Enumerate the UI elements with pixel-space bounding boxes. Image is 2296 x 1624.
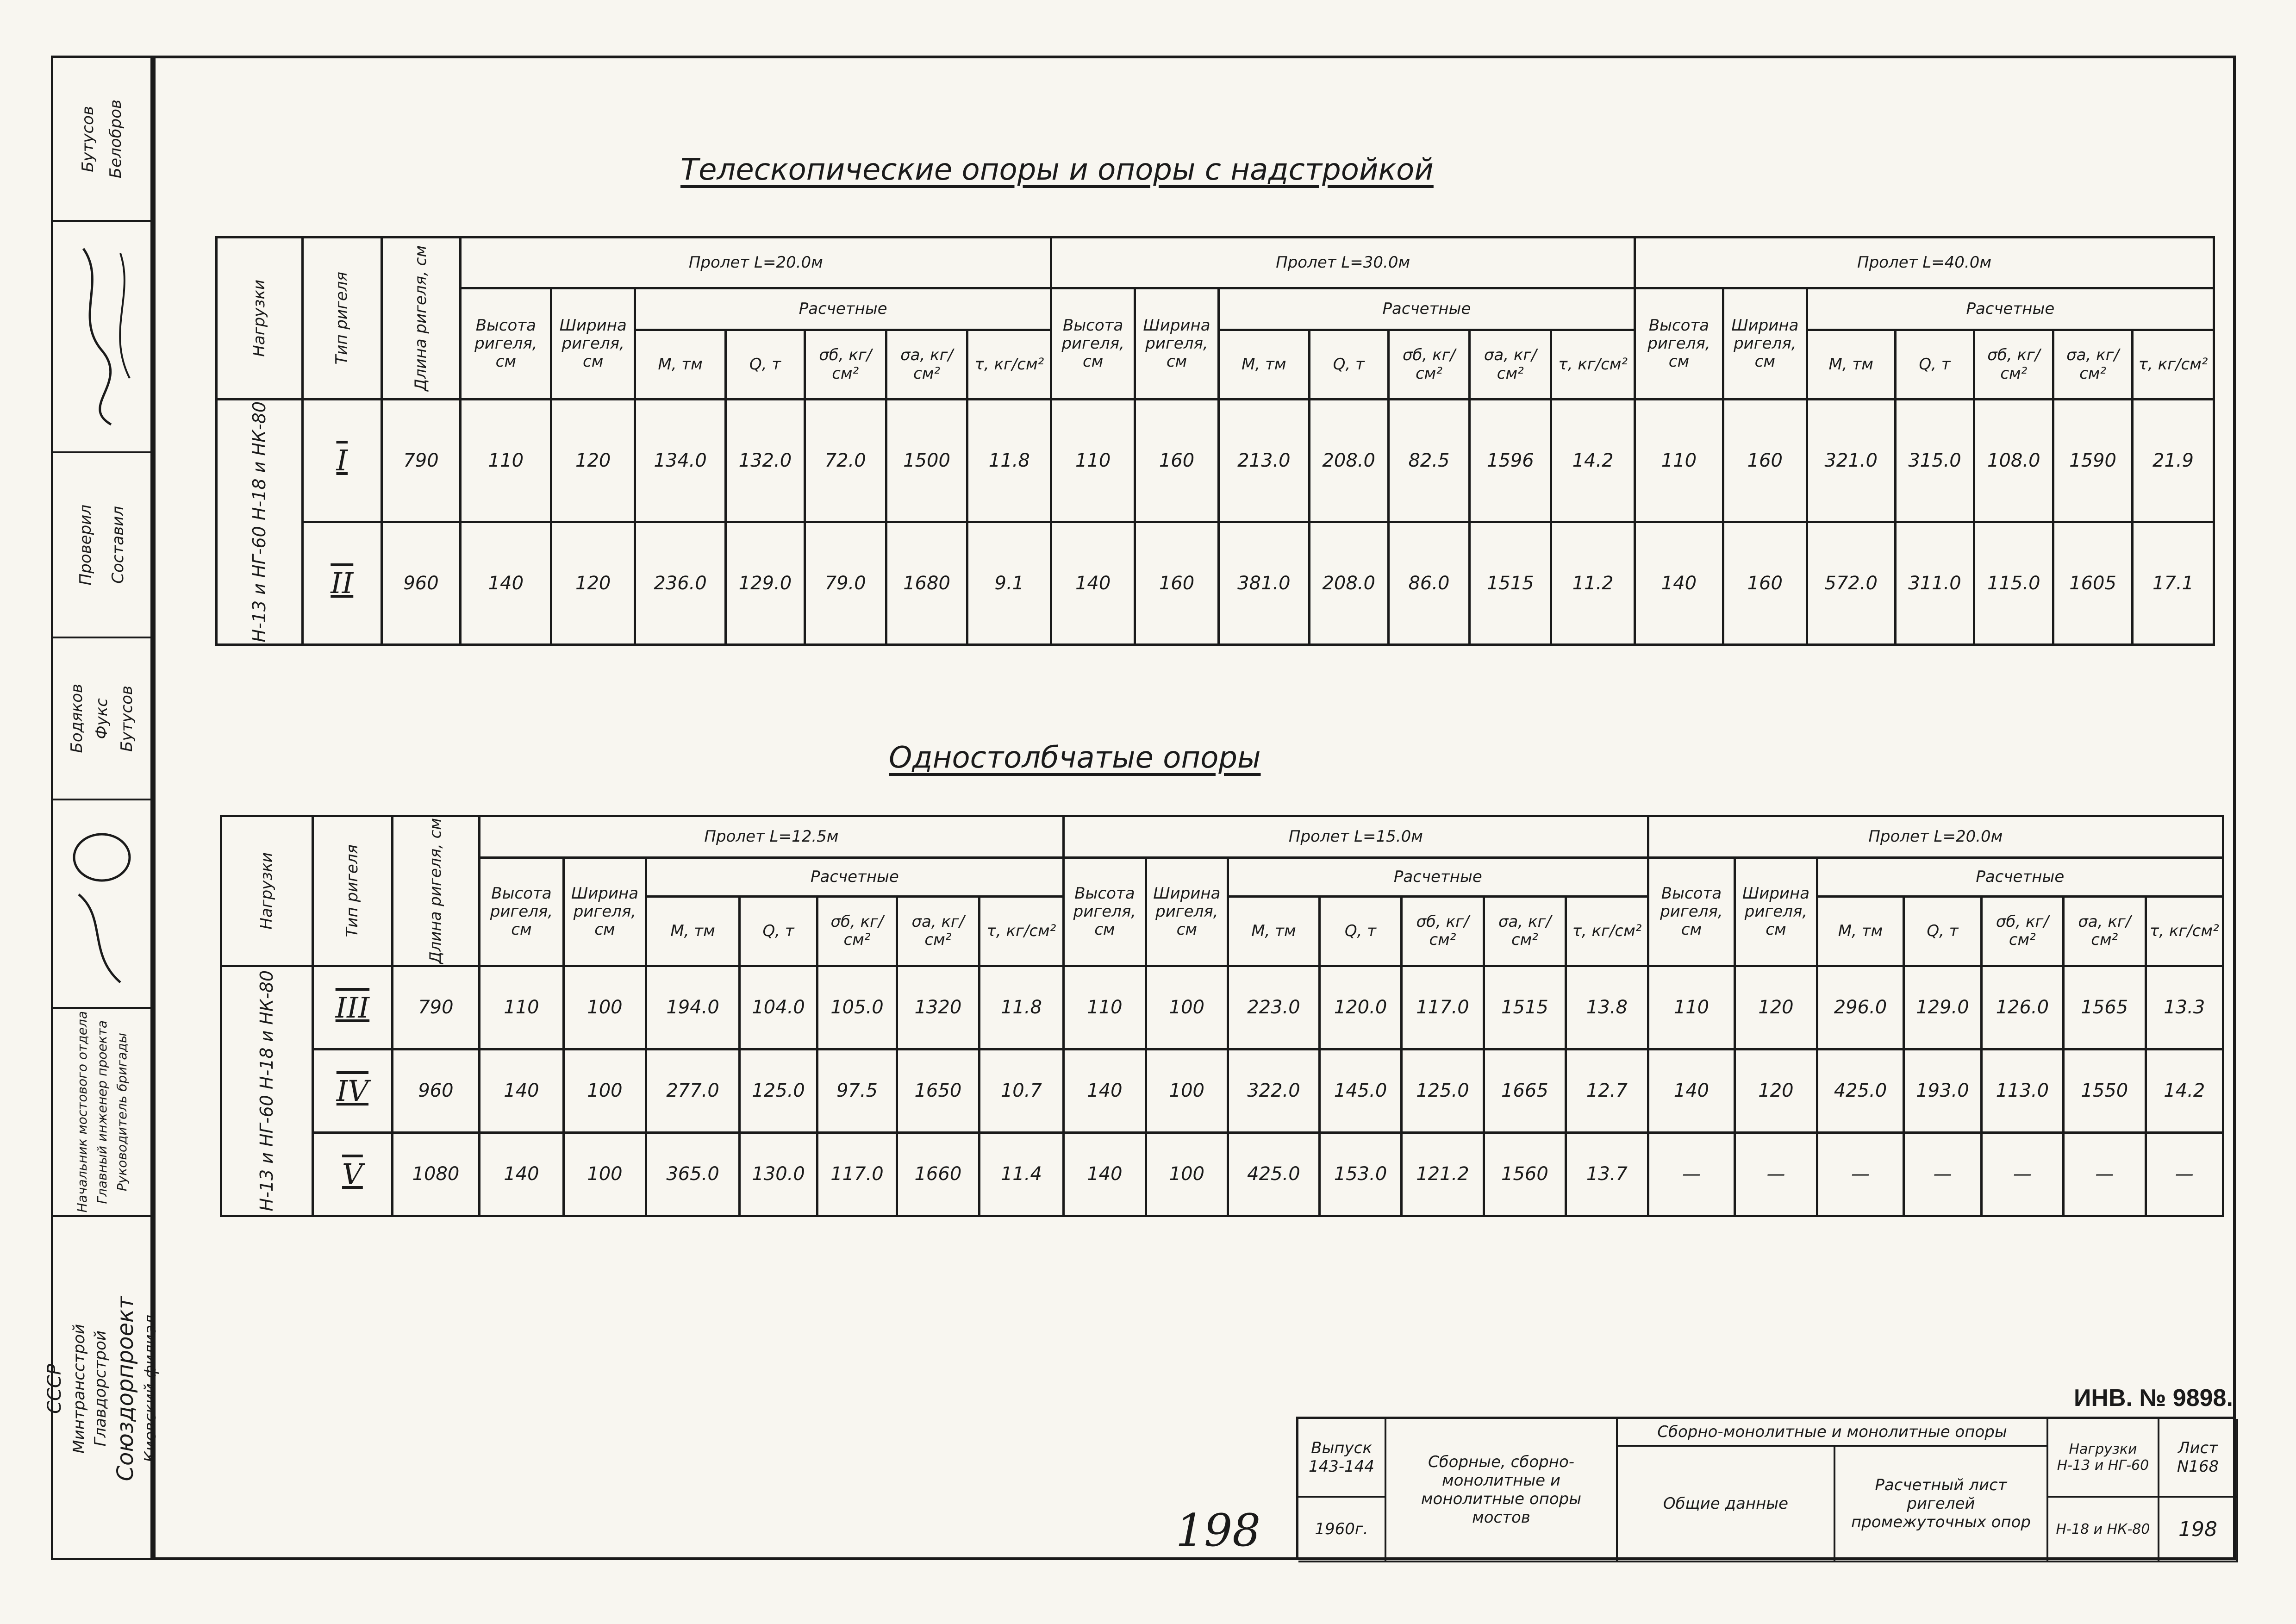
beam-type-label: III <box>335 990 370 1024</box>
value-cell: 17.1 <box>2132 522 2214 644</box>
value-cell: 140 <box>1064 1132 1146 1216</box>
beam-type-label: V <box>342 1157 363 1191</box>
side-stamp <box>44 56 160 1560</box>
side-name-2: Белобров <box>106 99 125 179</box>
calc-col-header: Q, т <box>1895 330 1974 400</box>
table1 <box>215 236 2215 646</box>
value-cell: — <box>2146 1132 2223 1216</box>
value-cell: 121.2 <box>1402 1132 1484 1216</box>
loads-label: Нагрузки <box>2069 1441 2137 1457</box>
name-cell <box>1386 1419 1618 1562</box>
value-cell: 315.0 <box>1895 400 1974 522</box>
org-ussr: СССР <box>44 1363 65 1414</box>
value-cell: 140 <box>1635 522 1723 644</box>
t1-calc-1: Расчетные <box>635 288 1051 330</box>
general-cell <box>1618 1447 1835 1562</box>
org-cell <box>44 1215 160 1560</box>
loads-label: Н-13 и НГ-60 Н-18 и НК-80 <box>256 970 277 1212</box>
t1-span-1: Пролет L=20.0м <box>461 237 1051 288</box>
value-cell: 129.0 <box>1904 966 1981 1049</box>
calc-col-header: τ, кг/см² <box>967 330 1051 400</box>
value-cell: 100 <box>1146 966 1228 1049</box>
value-cell: 110 <box>1064 966 1146 1049</box>
roles-cell <box>53 451 150 637</box>
side-names-cell <box>53 58 150 220</box>
t1-row-2 <box>217 522 2214 644</box>
t2-span-1: Пролет L=12.5м <box>479 816 1063 858</box>
value-cell: 208.0 <box>1309 522 1388 644</box>
seal-cell <box>53 799 150 1007</box>
value-cell: 321.0 <box>1807 400 1895 522</box>
value-cell: 108.0 <box>1974 400 2053 522</box>
value-cell: 425.0 <box>1228 1132 1320 1216</box>
t1-width-3: Ширина ригеля, см <box>1723 288 1807 400</box>
value-cell: 140 <box>1648 1049 1735 1132</box>
value-cell: 120.0 <box>1319 966 1401 1049</box>
value-cell: 1565 <box>2064 966 2146 1049</box>
value-cell: 79.0 <box>805 522 886 644</box>
value-cell: 97.5 <box>817 1049 897 1132</box>
t1-calc-3: Расчетные <box>1807 288 2214 330</box>
value-cell: 117.0 <box>1402 966 1484 1049</box>
staff-role-2: Главный инженер проекта <box>94 1020 110 1204</box>
value-cell: 115.0 <box>1974 522 2053 644</box>
issue-value: 143-144 <box>1308 1457 1375 1476</box>
value-cell: 381.0 <box>1218 522 1309 644</box>
signature-marks <box>65 239 139 434</box>
t2-width-2: Ширина ригеля, см <box>1146 858 1228 966</box>
t2-calc-1: Расчетные <box>646 858 1063 897</box>
value-cell: 100 <box>1146 1132 1228 1216</box>
year: 1960г. <box>1315 1520 1368 1538</box>
value-cell: 86.0 <box>1388 522 1470 644</box>
year-cell <box>1298 1498 1386 1562</box>
t2-col-loads <box>221 816 313 966</box>
staff-name-2: Фукс <box>93 698 111 739</box>
value-cell: 10.7 <box>979 1049 1064 1132</box>
table2 <box>220 815 2224 1217</box>
value-cell: 322.0 <box>1228 1049 1320 1132</box>
t2-col-type-label: Тип ригеля <box>343 844 362 937</box>
value-cell: 1596 <box>1470 400 1551 522</box>
value-cell: 193.0 <box>1904 1049 1981 1132</box>
t2-height-1: Высота ригеля, см <box>479 858 564 966</box>
t2-row-1 <box>221 966 2223 1049</box>
value-cell: 100 <box>564 1132 646 1216</box>
t1-calc-2: Расчетные <box>1218 288 1635 330</box>
t2-calc-3: Расчетные <box>1817 858 2223 897</box>
calc-col-header: τ, кг/см² <box>1551 330 1635 400</box>
calc-col-header: Q, т <box>726 330 805 400</box>
calc-col-header: М, тм <box>635 330 726 400</box>
calc-col-header: Q, т <box>1309 330 1388 400</box>
value-cell: 572.0 <box>1807 522 1895 644</box>
loads-cell <box>217 400 303 645</box>
t1-col-type <box>302 237 381 400</box>
value-cell: 160 <box>1723 522 1807 644</box>
loads-a: Н-13 и НГ-60 <box>2057 1457 2149 1474</box>
value-cell: 140 <box>1064 1049 1146 1132</box>
t2-row-2 <box>221 1049 2223 1132</box>
seal-marks <box>60 816 144 992</box>
value-cell: 134.0 <box>635 400 726 522</box>
t1-height-1: Высота ригеля, см <box>461 288 551 400</box>
t2-height-3: Высота ригеля, см <box>1648 858 1735 966</box>
calc-col-header: σб, кг/см² <box>1402 896 1484 966</box>
value-cell: 125.0 <box>740 1049 817 1132</box>
t1-row-1 <box>217 400 2214 522</box>
value-cell: — <box>1981 1132 2063 1216</box>
sheet-cell <box>2159 1419 2238 1498</box>
org-kiev-branch: Киевский филиал <box>141 1315 160 1462</box>
beam-length: 790 <box>393 966 480 1049</box>
t1-col-type-label: Тип ригеля <box>332 272 351 365</box>
sheet-no: N168 <box>2177 1457 2219 1476</box>
sheet-num-cell <box>2159 1498 2238 1562</box>
beam-type <box>302 522 381 644</box>
value-cell: 110 <box>1635 400 1723 522</box>
project-name: Сборные, сборно-монолитные и монолитные опоры мостов <box>1421 1453 1582 1527</box>
value-cell: 1320 <box>897 966 979 1049</box>
value-cell: 105.0 <box>817 966 897 1049</box>
t1-height-3: Высота ригеля, см <box>1635 288 1723 400</box>
sheet-title: Расчетный лист ригелей промежуточных опор <box>1851 1476 2031 1531</box>
value-cell: 110 <box>1648 966 1735 1049</box>
beam-type <box>312 1049 392 1132</box>
value-cell: 120 <box>1735 1049 1817 1132</box>
value-cell: 153.0 <box>1319 1132 1401 1216</box>
value-cell: 1650 <box>897 1049 979 1132</box>
role-compiled: Составил <box>109 506 127 584</box>
value-cell: 11.8 <box>967 400 1051 522</box>
value-cell: 1660 <box>897 1132 979 1216</box>
t2-col-loads-label: Нагрузки <box>257 852 276 930</box>
value-cell: 129.0 <box>726 522 805 644</box>
value-cell: 110 <box>1051 400 1135 522</box>
staff-name-1: Бодяков <box>68 684 86 753</box>
beam-type-label: I <box>336 443 348 478</box>
issue-label: Выпуск <box>1311 1439 1372 1457</box>
value-cell: 120 <box>1735 966 1817 1049</box>
value-cell: 110 <box>479 966 564 1049</box>
value-cell: 1515 <box>1484 966 1566 1049</box>
value-cell: 277.0 <box>646 1049 740 1132</box>
value-cell: — <box>2064 1132 2146 1216</box>
calc-col-header: τ, кг/см² <box>2132 330 2214 400</box>
calc-col-header: М, тм <box>1218 330 1309 400</box>
calc-col-header: σа, кг/см² <box>1484 896 1566 966</box>
loads-b: Н-18 и НК-80 <box>2056 1521 2150 1537</box>
calc-col-header: М, тм <box>1228 896 1320 966</box>
t1-height-2: Высота ригеля, см <box>1051 288 1135 400</box>
calc-col-header: σа, кг/см² <box>1470 330 1551 400</box>
calc-col-header: σб, кг/см² <box>1388 330 1470 400</box>
loads-b-cell <box>2048 1498 2159 1562</box>
value-cell: 140 <box>1051 522 1135 644</box>
value-cell: 100 <box>564 966 646 1049</box>
value-cell: 21.9 <box>2132 400 2214 522</box>
value-cell: 1500 <box>886 400 967 522</box>
sheet-num: 198 <box>2178 1517 2217 1541</box>
value-cell: 1665 <box>1484 1049 1566 1132</box>
value-cell: 120 <box>551 522 635 644</box>
beam-type <box>312 1132 392 1216</box>
t2-col-type <box>312 816 392 966</box>
calc-col-header: σб, кг/см² <box>817 896 897 966</box>
issue-cell <box>1298 1419 1386 1498</box>
beam-length: 960 <box>393 1049 480 1132</box>
org-ministry: Минтрансстрой <box>70 1324 88 1454</box>
value-cell: 117.0 <box>817 1132 897 1216</box>
loads-cell <box>2048 1419 2159 1498</box>
t2-width-1: Ширина ригеля, см <box>564 858 646 966</box>
staff-name-3: Бутусов <box>118 685 136 752</box>
value-cell: 110 <box>461 400 551 522</box>
t1-span-3: Пролет L=40.0м <box>1635 237 2214 288</box>
value-cell: 425.0 <box>1817 1049 1904 1132</box>
beam-type <box>302 400 381 522</box>
value-cell: 1680 <box>886 522 967 644</box>
t2-col-length-label: Длина ригеля, см <box>426 818 445 964</box>
beam-length: 960 <box>381 522 461 644</box>
value-cell: 13.3 <box>2146 966 2223 1049</box>
t1-col-loads-label: Нагрузки <box>250 280 268 357</box>
value-cell: 1515 <box>1470 522 1551 644</box>
value-cell: 1590 <box>2053 400 2133 522</box>
value-cell: 208.0 <box>1309 400 1388 522</box>
t2-height-2: Высота ригеля, см <box>1064 858 1146 966</box>
value-cell: — <box>1904 1132 1981 1216</box>
t1-col-loads <box>217 237 303 400</box>
calc-col-header: σб, кг/см² <box>1974 330 2053 400</box>
t2-width-3: Ширина ригеля, см <box>1735 858 1817 966</box>
value-cell: 365.0 <box>646 1132 740 1216</box>
t2-col-length <box>393 816 480 966</box>
inventory-number: ИНВ. № 9898. <box>2074 1385 2233 1412</box>
value-cell: 194.0 <box>646 966 740 1049</box>
t2-span-2: Пролет L=15.0м <box>1064 816 1648 858</box>
staff-role-3: Руководитель бригады <box>114 1032 130 1192</box>
beam-length: 1080 <box>393 1132 480 1216</box>
calc-col-header: М, тм <box>1807 330 1895 400</box>
calc-col-header: σб, кг/см² <box>1981 896 2063 966</box>
value-cell: 100 <box>564 1049 646 1132</box>
page-number: 198 <box>1176 1505 1261 1556</box>
sheet-label: Лист <box>2177 1439 2218 1457</box>
calc-col-header: σа, кг/см² <box>897 896 979 966</box>
calc-col-header: τ, кг/см² <box>979 896 1064 966</box>
calc-col-header: σб, кг/см² <box>805 330 886 400</box>
calc-col-header: τ, кг/см² <box>2146 896 2223 966</box>
staff-roles-cell <box>53 1007 150 1215</box>
value-cell: 1605 <box>2053 522 2133 644</box>
beam-type-label: II <box>331 566 354 600</box>
value-cell: 236.0 <box>635 522 726 644</box>
value-cell: 140 <box>461 522 551 644</box>
value-cell: 311.0 <box>1895 522 1974 644</box>
table1-title: Телескопические опоры и опоры с надстройкой <box>680 153 1434 187</box>
beam-length: 790 <box>381 400 461 522</box>
value-cell: 11.4 <box>979 1132 1064 1216</box>
value-cell: 13.7 <box>1566 1132 1648 1216</box>
role-checked: Проверил <box>76 504 95 586</box>
t2-calc-2: Расчетные <box>1228 858 1648 897</box>
value-cell: 140 <box>479 1132 564 1216</box>
t2-span-3: Пролет L=20.0м <box>1648 816 2223 858</box>
calc-col-header: М, тм <box>646 896 740 966</box>
t1-width-1: Ширина ригеля, см <box>551 288 635 400</box>
loads-cell <box>221 966 313 1216</box>
signature-cell <box>53 220 150 451</box>
general-data: Общие данные <box>1663 1494 1789 1513</box>
value-cell: 160 <box>1135 522 1219 644</box>
value-cell: 104.0 <box>740 966 817 1049</box>
calc-col-header: σа, кг/см² <box>886 330 967 400</box>
value-cell: — <box>1735 1132 1817 1216</box>
value-cell: 213.0 <box>1218 400 1309 522</box>
value-cell: 120 <box>551 400 635 522</box>
value-cell: 9.1 <box>967 522 1051 644</box>
value-cell: 145.0 <box>1319 1049 1401 1132</box>
calc-col-header: Q, т <box>1319 896 1401 966</box>
t2-row-3 <box>221 1132 2223 1216</box>
staff-names-cell <box>53 637 150 799</box>
staff-role-1: Начальник мостового отдела <box>74 1011 90 1213</box>
value-cell: 160 <box>1135 400 1219 522</box>
value-cell: 1560 <box>1484 1132 1566 1216</box>
t1-col-length <box>381 237 461 400</box>
value-cell: 223.0 <box>1228 966 1320 1049</box>
org-soyuzdorproekt: Союздорпроект <box>112 1296 138 1481</box>
value-cell: — <box>1648 1132 1735 1216</box>
value-cell: 1550 <box>2064 1049 2146 1132</box>
beam-type <box>312 966 392 1049</box>
sheet-title-cell <box>1835 1447 2048 1562</box>
value-cell: 132.0 <box>726 400 805 522</box>
value-cell: 160 <box>1723 400 1807 522</box>
section-cell <box>1618 1419 2048 1447</box>
calc-col-header: σа, кг/см² <box>2053 330 2133 400</box>
t1-span-2: Пролет L=30.0м <box>1051 237 1635 288</box>
side-name-1: Бутусов <box>79 106 97 172</box>
t1-width-2: Ширина ригеля, см <box>1135 288 1219 400</box>
calc-col-header: Q, т <box>740 896 817 966</box>
section: Сборно-монолитные и монолитные опоры <box>1657 1423 2007 1441</box>
value-cell: 125.0 <box>1402 1049 1484 1132</box>
table2-title: Одностолбчатые опоры <box>889 741 1261 775</box>
loads-label: Н-13 и НГ-60 Н-18 и НК-80 <box>249 401 269 643</box>
value-cell: 14.2 <box>1551 400 1635 522</box>
value-cell: 11.2 <box>1551 522 1635 644</box>
value-cell: 72.0 <box>805 400 886 522</box>
calc-col-header: М, тм <box>1817 896 1904 966</box>
value-cell: 130.0 <box>740 1132 817 1216</box>
value-cell: — <box>1817 1132 1904 1216</box>
value-cell: 113.0 <box>1981 1049 2063 1132</box>
value-cell: 126.0 <box>1981 966 2063 1049</box>
value-cell: 13.8 <box>1566 966 1648 1049</box>
value-cell: 12.7 <box>1566 1049 1648 1132</box>
value-cell: 14.2 <box>2146 1049 2223 1132</box>
value-cell: 11.8 <box>979 966 1064 1049</box>
calc-col-header: Q, т <box>1904 896 1981 966</box>
value-cell: 140 <box>479 1049 564 1132</box>
calc-col-header: σа, кг/см² <box>2064 896 2146 966</box>
beam-type-label: IV <box>336 1074 369 1108</box>
title-block <box>1296 1417 2236 1560</box>
value-cell: 296.0 <box>1817 966 1904 1049</box>
org-glavdorstroy: Главдорстрой <box>91 1330 110 1447</box>
value-cell: 82.5 <box>1388 400 1470 522</box>
calc-col-header: τ, кг/см² <box>1566 896 1648 966</box>
value-cell: 100 <box>1146 1049 1228 1132</box>
t1-col-length-label: Длина ригеля, см <box>411 245 430 391</box>
